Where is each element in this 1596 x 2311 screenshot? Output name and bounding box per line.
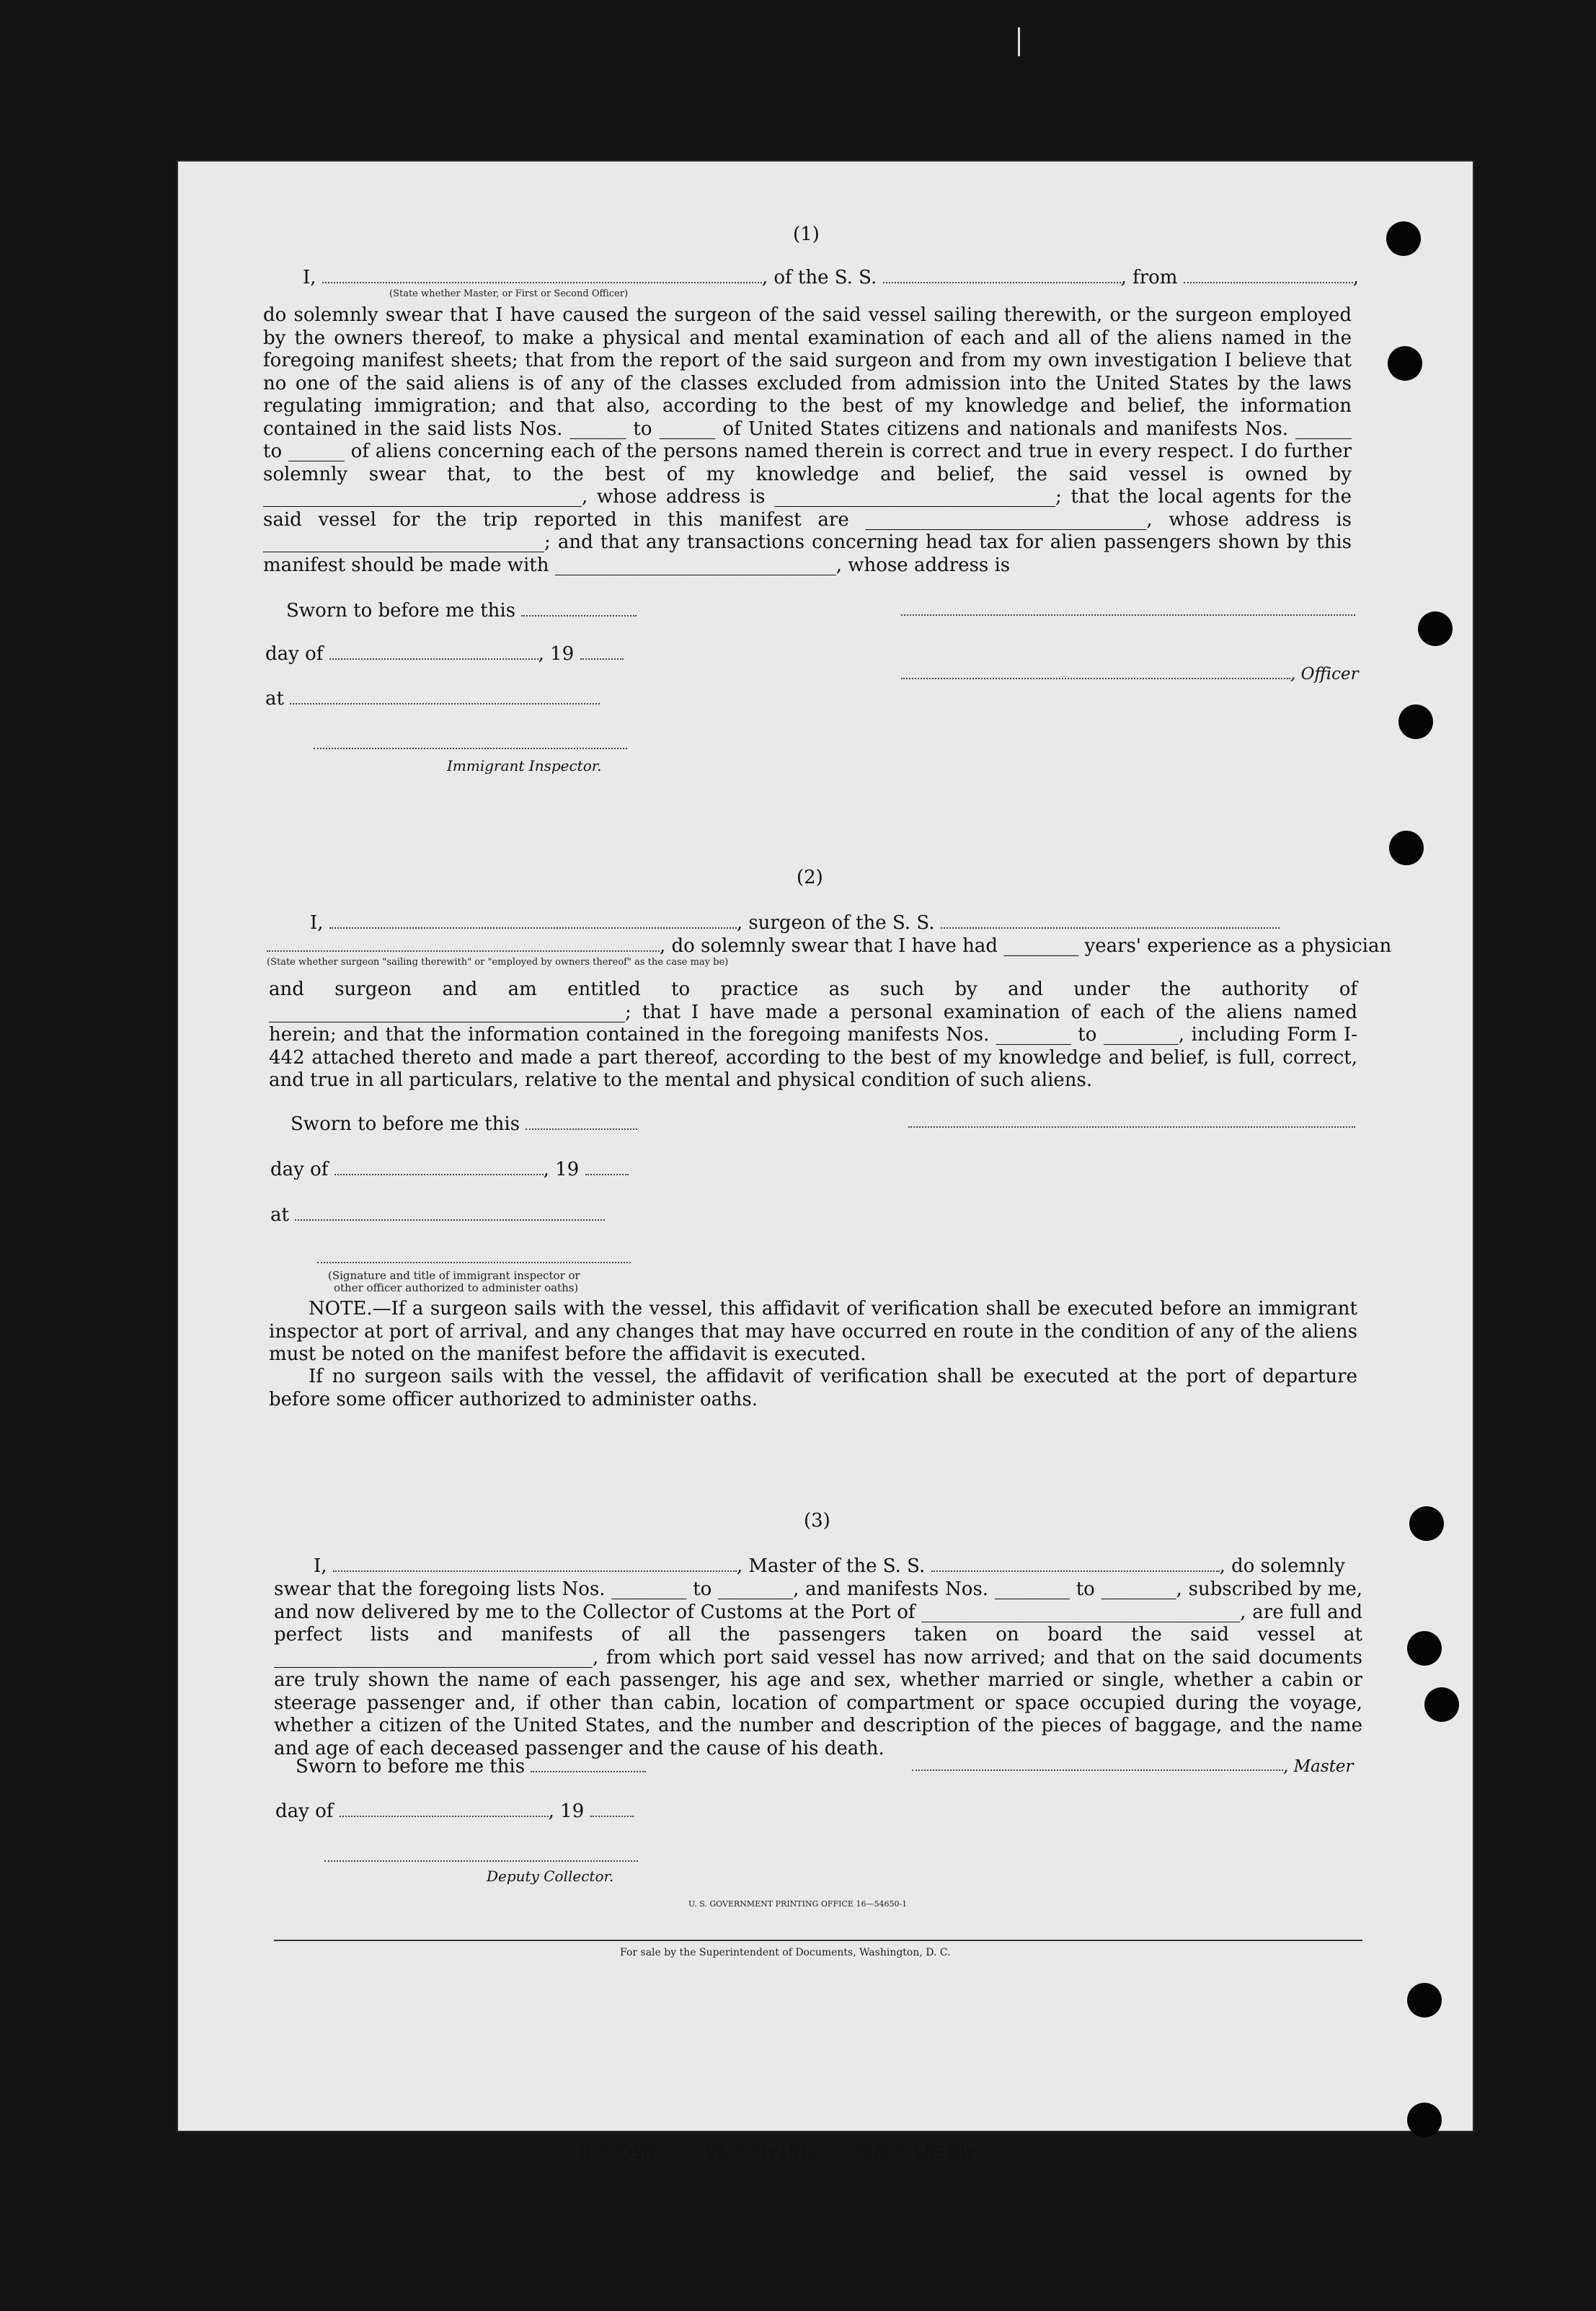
section-3-number: (3)	[804, 1510, 830, 1532]
section-2-sworn: Sworn to before me this	[291, 1113, 637, 1135]
signature-note-2: other officer authorized to administer oaths)	[334, 1281, 579, 1294]
binder-hole	[1424, 1687, 1459, 1722]
section-2-line-2: , do solemnly swear that I have had ________ years' experience as a physician	[267, 935, 1391, 957]
note-label: NOTE.	[309, 1298, 373, 1320]
section-2-body: and surgeon and am entitled to practice as such by and under the authority of ______________________________________; that I have made a personal examination of each of the aliens named herein; and that the information contained in the foregoing manifests Nos. ________ to ________, including Form I-442 attached thereto and made a part thereof, according to the best of my knowledge and belief, is full, correct, and true in all particulars, relative to the mental and physical condition of such aliens.	[269, 978, 1357, 1091]
from-label: , from	[1120, 267, 1178, 288]
section-1-at: at	[265, 688, 600, 710]
section-1-body: do solemnly swear that I have caused the surgeon of the said vessel sailing therewith, or the surgeon employed by the owners thereof, to make a physical and mental examination of each and all of the aliens named in the foregoing manifest sheets; that from the report of the said surgeon and from my own investigation I believe that no one of the said aliens is of any of the classes excluded from admission into the United States by the laws regulating immigration; and that also, according to the best of my knowledge and belief, the information contained in the said lists Nos. ______ to ______ of United States citizens and nationals and manifests Nos. ______ to ______ of aliens concerning each of the persons named therein is correct and true in every respect. I do further solemnly swear that, to the best of my knowledge and belief, the said vessel is owned by __________________________________, whose address is ______________________________; that the local agents for the said vessel for the trip reported in this manifest are ______________________________, whose address is ______________________________; and that any transactions concerning head tax for alien passengers shown by this manifest should be made with ______________________________, whose address is	[263, 304, 1352, 576]
binder-hole	[1407, 1631, 1442, 1666]
section-3-body: swear that the foregoing lists Nos. ________ to ________, and manifests Nos. ________ to ________, subscribed by me, and now delivered by me to the Collector of Customs at the Port of __________________________________, are full and perfect lists and manifests of all the passengers taken on board the said vessel at __________________________________, from which port said vessel has now arrived; and that on the said documents are truly shown the name of each passenger, his age and sex, whether married or single, whether a cabin or steerage passenger and, if other than cabin, location of compartment or space occupied during the voyage, whether a citizen of the United States, and the number and description of the pieces of baggage, and the name and age of each deceased passenger and the cause of his death.	[274, 1578, 1362, 1759]
gpo-imprint: U. S. GOVERNMENT PRINTING OFFICE 16—54650-1	[688, 1899, 908, 1909]
section-2-number: (2)	[797, 867, 823, 888]
section-2-role-note: (State whether surgeon "sailing therewith" or "employed by owners thereof" as the case may be)	[267, 957, 729, 968]
officer-caption: , Officer	[1290, 665, 1359, 684]
section-2-day: day of , 19	[270, 1159, 629, 1180]
section-3-sworn: Sworn to before me this	[296, 1756, 646, 1777]
section-1-sworn: Sworn to before me this	[286, 600, 637, 622]
binder-hole	[1388, 346, 1422, 381]
binder-hole	[1409, 1506, 1444, 1541]
section-2-line-1: I, , surgeon of the S. S.	[310, 912, 1280, 934]
ofss-label: , of the S. S.	[761, 267, 877, 288]
binder-hole	[1407, 2103, 1442, 2137]
section-1-opening-line: I, , of the S. S. , from ,	[303, 267, 1359, 288]
signature-note-1: (Signature and title of immigrant inspector or	[328, 1269, 580, 1282]
top-scratch	[1018, 27, 1020, 56]
section-1-number: (1)	[793, 224, 820, 245]
binder-hole	[1418, 611, 1453, 646]
section-1-role-note: (State whether Master, or First or Second Officer)	[389, 288, 629, 299]
deputy-collector-caption: Deputy Collector.	[487, 1868, 614, 1885]
bleed-through-ghost: ALIENS - 25 TOTAL - 25 USC - 0	[580, 2142, 977, 2162]
binder-hole	[1407, 1983, 1442, 2018]
section-1-day: day of , 19	[265, 643, 624, 665]
master-caption: , Master	[1283, 1757, 1354, 1776]
surgeon-note-2: If no surgeon sails with the vessel, the affidavit of verification shall be executed at the port of departure before some officer authorized to administer oaths.	[269, 1366, 1357, 1410]
binder-hole	[1398, 704, 1433, 739]
form-page	[177, 160, 1474, 2162]
surgeon-note: NOTE.—If a surgeon sails with the vessel, this affidavit of verification shall be executed before an immigrant inspector at port of arrival, and any changes that may have occurred en route in the condition of any of the aliens must be noted on the manifest before the affidavit is executed.	[269, 1298, 1357, 1365]
binder-hole	[1386, 221, 1421, 256]
section-3-line-1: I, , Master of the S. S. , do solemnly	[314, 1555, 1345, 1577]
oath-i: I,	[303, 267, 316, 288]
section-2-at: at	[270, 1204, 605, 1226]
binder-hole	[1389, 831, 1424, 865]
immigrant-inspector-caption: Immigrant Inspector.	[447, 757, 602, 774]
section-3-day: day of , 19	[275, 1800, 634, 1822]
sale-imprint: For sale by the Superintendent of Documents, Washington, D. C.	[620, 1947, 951, 1958]
